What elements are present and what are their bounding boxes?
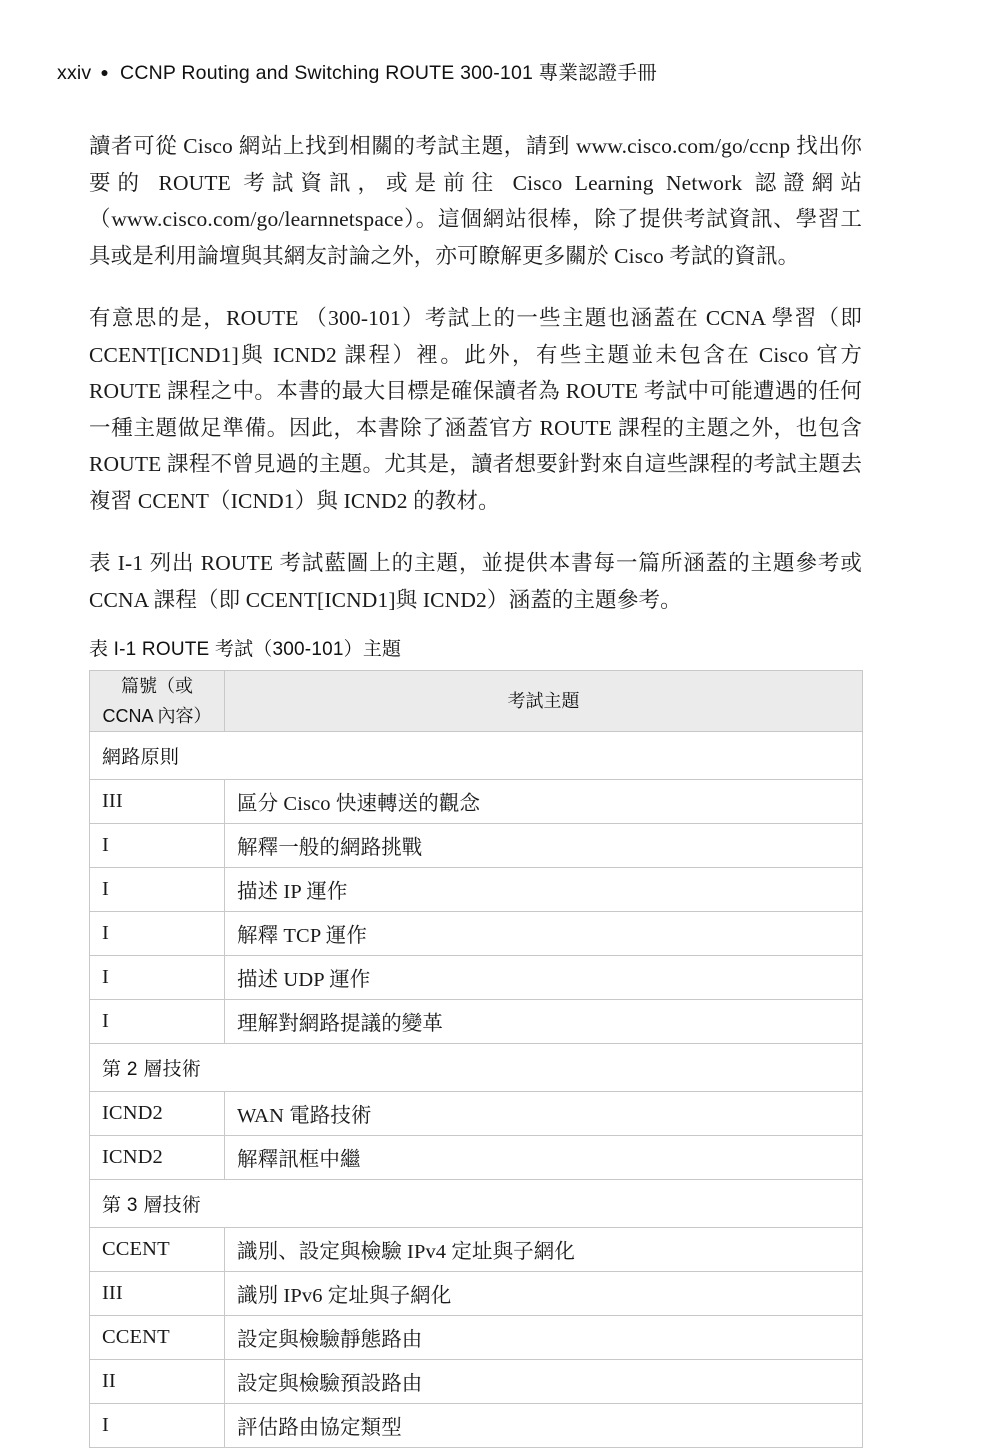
table-section-label: 第 2 層技術 [90, 1044, 863, 1092]
cell-topic: WAN 電路技術 [225, 1092, 863, 1136]
cell-part: II [90, 1360, 225, 1404]
column-header-part-line1: 篇號（或 [121, 676, 193, 696]
cell-topic: 評估路由協定類型 [225, 1404, 863, 1448]
table-row [90, 780, 863, 824]
column-header-topic: 考試主題 [225, 671, 863, 732]
table-row [90, 1272, 863, 1316]
table-section-row [90, 732, 863, 780]
cell-part: I [90, 868, 225, 912]
table-row [90, 956, 863, 1000]
table-row [90, 868, 863, 912]
table-section-row [90, 1044, 863, 1092]
table-row [90, 1360, 863, 1404]
book-title: CCNP Routing and Switching ROUTE 300-101 專業認證手冊 [120, 62, 657, 84]
cell-part: ICND2 [90, 1092, 225, 1136]
cell-part: CCENT [90, 1228, 225, 1272]
cell-topic: 描述 UDP 運作 [225, 956, 863, 1000]
cell-part: CCENT [90, 1316, 225, 1360]
table-section-row [90, 1180, 863, 1228]
bullet-separator-icon: ● [100, 64, 110, 80]
cell-topic: 設定與檢驗預設路由 [225, 1360, 863, 1404]
cell-part: III [90, 1272, 225, 1316]
paragraph-3: 表 I-1 列出 ROUTE 考試藍圖上的主題，並提供本書每一篇所涵蓋的主題參考或 CCNA 課程（即 CCENT[ICND1]與 ICND2）涵蓋的主題參考。 [89, 551, 862, 612]
cell-part: I [90, 1000, 225, 1044]
cell-part: I [90, 1404, 225, 1448]
cell-part: I [90, 956, 225, 1000]
table-row [90, 824, 863, 868]
cell-part: ICND2 [90, 1136, 225, 1180]
column-header-part-line2: CCNA 內容） [102, 706, 212, 726]
paragraph-2: 有意思的是，ROUTE （300-101）考試上的一些主題也涵蓋在 CCNA 學習（即 CCENT[ICND1]與 ICND2 課程）裡。此外，有些主題並未包含在 Cisco 官方 ROUTE 課程之中。本書的最大目標是確保讀者為 ROUTE 考試中可能遭遇的任何一種主題做足準備。因此，本書除了涵蓋官方 ROUTE 課程的主題之外，也包含 ROUTE 課程不曾見過的主題。尤其是，讀者想要針對來自這些課程的考試主題去複習 CCENT（ICND1）與 ICND2 的教材。 [89, 306, 862, 513]
running-header [57, 57, 877, 85]
cell-topic: 理解對網路提議的變革 [225, 1000, 863, 1044]
cell-topic: 描述 IP 運作 [225, 868, 863, 912]
cell-part: III [90, 780, 225, 824]
table-row [90, 1404, 863, 1448]
table-section-label: 第 3 層技術 [90, 1180, 863, 1228]
table-row [90, 1136, 863, 1180]
table-row [90, 1000, 863, 1044]
cell-topic: 解釋 TCP 運作 [225, 912, 863, 956]
paragraph-1: 讀者可從 Cisco 網站上找到相關的考試主題，請到 www.cisco.com/go/ccnp 找出你要的 ROUTE 考試資訊，或是前往 Cisco Learning Network 認證網站（www.cisco.com/go/learnnetspace）。這個網站很棒，除了提供考試資訊、學習工具或是利用論壇與其網友討論之外，亦可瞭解更多關於 Cisco 考試的資訊。 [89, 134, 862, 268]
cell-topic: 設定與檢驗靜態路由 [225, 1316, 863, 1360]
table-row [90, 1228, 863, 1272]
exam-topics-table [89, 670, 863, 1448]
table-row [90, 912, 863, 956]
cell-topic: 識別、設定與檢驗 IPv4 定址與子網化 [225, 1228, 863, 1272]
page-content [89, 128, 862, 1448]
cell-topic: 識別 IPv6 定址與子網化 [225, 1272, 863, 1316]
page-folio: xxiv [57, 62, 92, 84]
table-section-label: 網路原則 [90, 732, 863, 780]
cell-topic: 解釋訊框中繼 [225, 1136, 863, 1180]
column-header-part [90, 671, 225, 732]
cell-part: I [90, 912, 225, 956]
cell-part: I [90, 824, 225, 868]
table-header [90, 671, 863, 732]
table-row [90, 1316, 863, 1360]
table-caption: 表 I-1 ROUTE 考試（300-101）主題 [89, 639, 402, 660]
cell-topic: 解釋一般的網路挑戰 [225, 824, 863, 868]
cell-topic: 區分 Cisco 快速轉送的觀念 [225, 780, 863, 824]
table-body [90, 732, 863, 1448]
table-row [90, 1092, 863, 1136]
table-header-row [90, 671, 863, 732]
